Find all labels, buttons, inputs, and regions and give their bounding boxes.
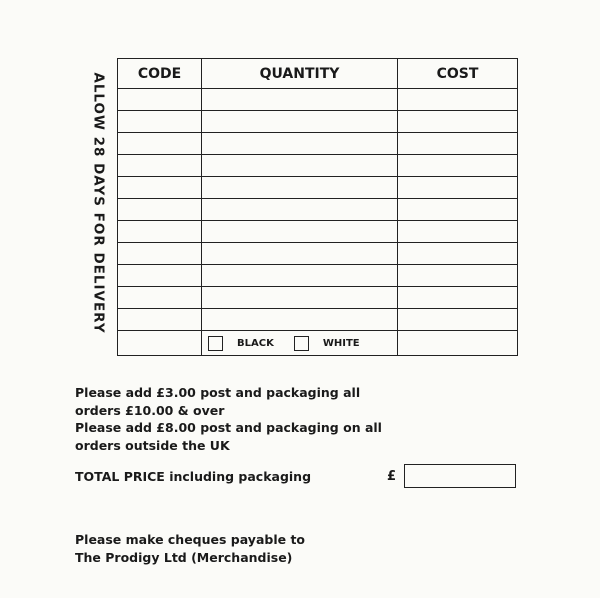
white-checkbox[interactable] [294, 336, 309, 351]
header-cost: COST [398, 59, 518, 89]
code-cell[interactable] [118, 287, 202, 309]
black-checkbox[interactable] [208, 336, 223, 351]
colour-options [202, 336, 397, 351]
cost-cell[interactable] [398, 287, 518, 309]
white-label: WHITE [322, 337, 360, 349]
order-row [118, 133, 518, 155]
order-row [118, 287, 518, 309]
total-price [75, 462, 516, 490]
quantity-cell[interactable] [202, 155, 398, 177]
quantity-cell[interactable] [202, 177, 398, 199]
quantity-cell[interactable] [202, 89, 398, 111]
code-cell[interactable] [118, 89, 202, 111]
quantity-cell[interactable] [202, 243, 398, 265]
code-cell[interactable] [118, 309, 202, 331]
cheque-instructions [75, 531, 305, 567]
cost-cell[interactable] [398, 177, 518, 199]
code-cell[interactable] [118, 177, 202, 199]
cost-cell[interactable] [398, 199, 518, 221]
order-row [118, 111, 518, 133]
pound-sign: £ [386, 468, 396, 484]
order-table [117, 58, 518, 356]
cost-cell[interactable] [398, 309, 518, 331]
postage-note-line: orders outside the UK [75, 437, 230, 453]
cost-cell[interactable] [398, 155, 518, 177]
black-label: BLACK [237, 337, 274, 349]
header-quantity: QUANTITY [202, 59, 398, 89]
order-row [118, 155, 518, 177]
code-cell[interactable] [118, 199, 202, 221]
code-cell[interactable] [118, 331, 202, 356]
quantity-cell[interactable] [202, 133, 398, 155]
quantity-cell[interactable] [202, 221, 398, 243]
cost-cell[interactable] [398, 265, 518, 287]
order-row [118, 89, 518, 111]
code-cell[interactable] [118, 133, 202, 155]
option-white[interactable] [294, 336, 360, 351]
code-cell[interactable] [118, 155, 202, 177]
total-price-label: TOTAL PRICE including packaging [75, 468, 312, 484]
postage-note-line: orders £10.00 & over [75, 402, 225, 418]
cost-cell[interactable] [398, 133, 518, 155]
total-price-field[interactable] [404, 464, 516, 488]
cheque-line: Please make cheques payable to [75, 532, 306, 547]
quantity-cell[interactable] [202, 199, 398, 221]
header-code: CODE [118, 59, 202, 89]
header-row [118, 59, 518, 89]
postage-note-line: Please add £3.00 post and packaging all [75, 385, 361, 400]
code-cell[interactable] [118, 265, 202, 287]
order-row [118, 177, 518, 199]
delivery-note-text: ALLOW 28 DAYS FOR DELIVERY [91, 72, 107, 334]
option-black[interactable] [208, 336, 274, 351]
order-row [118, 199, 518, 221]
cheque-line: The Prodigy Ltd (Merchandise) [75, 550, 293, 565]
colour-options-cell [202, 331, 398, 356]
postage-notes [75, 384, 382, 454]
quantity-cell[interactable] [202, 265, 398, 287]
order-row [118, 221, 518, 243]
order-row [118, 243, 518, 265]
order-row [118, 309, 518, 331]
quantity-cell[interactable] [202, 111, 398, 133]
cost-cell[interactable] [398, 243, 518, 265]
cost-cell[interactable] [398, 89, 518, 111]
code-cell[interactable] [118, 243, 202, 265]
colour-option-row [118, 331, 518, 356]
cost-cell[interactable] [398, 111, 518, 133]
code-cell[interactable] [118, 221, 202, 243]
quantity-cell[interactable] [202, 287, 398, 309]
postage-note-line: Please add £8.00 post and packaging on all [75, 420, 382, 435]
order-row [118, 265, 518, 287]
code-cell[interactable] [118, 111, 202, 133]
cost-cell[interactable] [398, 221, 518, 243]
delivery-note [88, 68, 110, 338]
quantity-cell[interactable] [202, 309, 398, 331]
order-rows [118, 89, 518, 356]
cost-cell[interactable] [398, 331, 518, 356]
